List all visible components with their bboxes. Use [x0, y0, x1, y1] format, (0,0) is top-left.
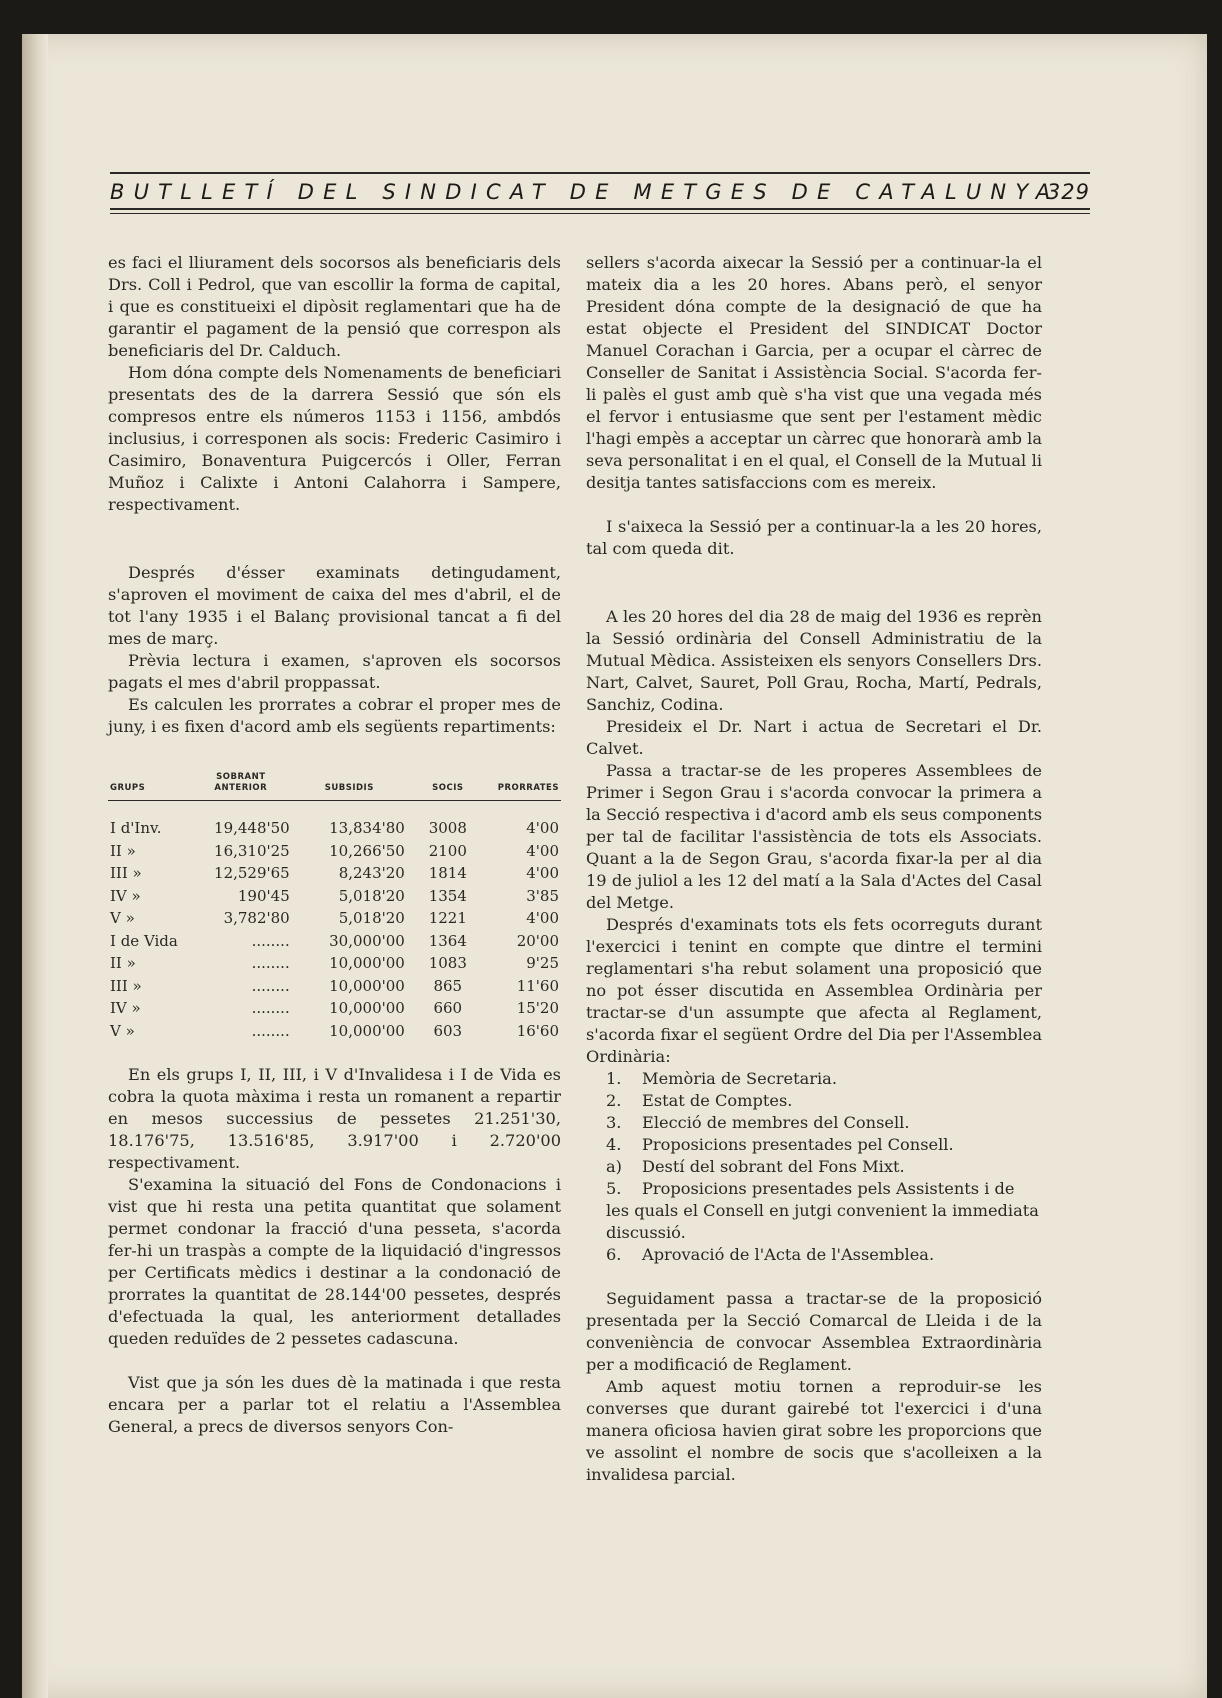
table-cell: 11'60 [516, 976, 559, 995]
paragraph: Prèvia lectura i examen, s'aproven els socorsos pagats el mes d'abril proppassat. [108, 651, 561, 692]
left-column [108, 252, 561, 1438]
list-item [586, 1156, 1042, 1178]
table-row [108, 885, 561, 908]
table-cell: 3008 [428, 819, 467, 837]
binding-fold [22, 34, 48, 1698]
table-cell: 4'00 [526, 909, 559, 927]
table-cell: ........ [251, 954, 290, 972]
column-header: SUBSIDIS [292, 770, 407, 801]
table-cell: 660 [433, 999, 463, 1017]
table-cell: 20'00 [516, 931, 559, 950]
table-cell: 865 [433, 976, 463, 995]
paragraph: A les 20 hores del dia 28 de maig del 1936 es reprèn la Sessió ordinària del Consell Administratiu de la Mutual Mèdica. Assisteixen els senyors Consellers Drs. Nart, Calvet, Sauret, Poll Grau, Rocha, Martí, Pedrals, Sanchiz, Codina. [586, 607, 1042, 714]
table-cell: 2100 [428, 841, 467, 860]
table-cell: III » [110, 976, 142, 995]
table-cell: ........ [251, 1021, 290, 1040]
journal-title-text: BUTLLETÍ DEL SINDICAT DE METGES DE CATALUNYA [110, 180, 1060, 204]
list-item-marker: 6. [606, 1245, 622, 1264]
list-item-marker: 2. [606, 1091, 622, 1110]
paragraph: es faci el lliurament dels socorsos als beneficiaris dels Drs. Coll i Pedrol, que van escollir la forma de capital, i que es constitueixi el dipòsit reglamentari que ha de garantir el pagament de la pensió que correspon als beneficiaris del Dr. Calduch. [108, 253, 561, 360]
table-cell: 1221 [428, 909, 467, 927]
table-cell: I de Vida [110, 931, 178, 950]
table-cell: 8,243'20 [338, 864, 405, 882]
prorrates-table [108, 770, 561, 1042]
list-item-text: Destí del sobrant del Fons Mixt. [642, 1157, 905, 1176]
right-column [586, 252, 1042, 1486]
table-cell: 10,000'00 [329, 976, 405, 995]
document-page [22, 34, 1207, 1698]
table-row [108, 997, 561, 1020]
table-cell: 1364 [428, 931, 467, 950]
list-item-marker: a) [606, 1157, 622, 1176]
list-item [586, 1068, 1042, 1090]
table-cell: 1814 [428, 864, 467, 882]
journal-title [110, 180, 1090, 204]
list-item-text: Estat de Comptes. [642, 1091, 793, 1110]
table-cell: 10,000'00 [329, 954, 405, 972]
table-row [108, 1020, 561, 1043]
list-item-text: Memòria de Secretaria. [642, 1069, 837, 1088]
header-rule-top [110, 172, 1090, 174]
table-cell: 3'85 [526, 886, 559, 905]
table-cell: 1083 [428, 954, 467, 972]
table-cell: 19,448'50 [214, 819, 290, 837]
table-cell: 4'00 [526, 864, 559, 882]
page-number: 329 [1046, 180, 1090, 204]
list-item [586, 1112, 1042, 1134]
list-item-text: Proposicions presentades pel Consell. [642, 1135, 954, 1154]
header-rule-bottom [110, 208, 1090, 210]
paragraph: Després d'examinats tots els fets ocorreguts durant l'exercici i tenint en compte que dintre el termini reglamentari s'ha rebut solament una proposició que no pot ésser discutida en Assemblea Ordinària per tractar-se d'un assumpte que afecta al Reglament, s'acorda fixar el següent Ordre del Dia per l'Assemblea Ordinària: [586, 915, 1042, 1066]
table-cell: 5,018'20 [338, 886, 405, 905]
table-cell: 12,529'65 [214, 864, 290, 882]
list-item [586, 1244, 1042, 1266]
list-item [586, 1178, 1042, 1244]
table-row [108, 930, 561, 953]
table-row [108, 907, 561, 930]
table-cell: 10,000'00 [329, 1021, 405, 1040]
list-item-text: Elecció de membres del Consell. [642, 1113, 910, 1132]
table-cell: 13,834'80 [329, 819, 405, 837]
table-cell: 9'25 [526, 954, 559, 972]
list-item-marker: 5. [606, 1179, 622, 1198]
header-rule-bottom-thin [110, 213, 1090, 214]
list-item [586, 1134, 1042, 1156]
table-cell: 603 [433, 1021, 463, 1040]
table-cell: 16,310'25 [214, 841, 290, 860]
table-cell: V » [110, 1021, 135, 1040]
table-cell: 16'60 [516, 1021, 559, 1040]
paragraph: Seguidament passa a tractar-se de la proposició presentada per la Secció Comarcal de Lleida i de la conveniència de convocar Assemblea Extraordinària per a modificació de Reglament. [586, 1289, 1042, 1374]
table-row [108, 801, 561, 840]
list-item-marker: 4. [606, 1135, 622, 1154]
table-cell: 4'00 [526, 819, 559, 837]
table-cell: 15'20 [516, 999, 559, 1017]
table-cell: IV » [110, 886, 141, 905]
table-cell: 10,266'50 [329, 841, 405, 860]
table-cell: 1354 [428, 886, 467, 905]
table-row [108, 840, 561, 863]
column-header: PRORRATES [489, 770, 561, 801]
table-cell: II » [110, 841, 136, 860]
running-header [90, 142, 1090, 232]
table-cell: 190'45 [237, 886, 290, 905]
paragraph: Amb aquest motiu tornen a reproduir-se les converses que durant gairebé tot l'exercici i d'una manera oficiosa havien girat sobre les proporcions que ve assolint el nombre de socis que s'acolleixen a la invalidesa parcial. [586, 1377, 1042, 1484]
column-header: SOBRANT ANTERIOR [190, 770, 292, 801]
table-cell: 10,000'00 [329, 999, 405, 1017]
table-cell: I d'Inv. [110, 819, 162, 837]
table-cell: 3,782'80 [223, 909, 290, 927]
list-item [586, 1090, 1042, 1112]
paragraph: Després d'ésser examinats detingudament, s'aproven el moviment de caixa del mes d'abril, el de tot l'any 1935 i el Balanç provisional tancat a fi del mes de març. [108, 563, 561, 648]
table-cell: ........ [251, 999, 290, 1017]
table-cell: ........ [251, 931, 290, 950]
paragraph: Vist que ja són les dues dè la matinada i que resta encara per a parlar tot el relatiu a l'Assemblea General, a precs de diversos senyors Con- [108, 1373, 561, 1436]
table-cell: IV » [110, 999, 141, 1017]
order-of-the-day-list [586, 1068, 1042, 1266]
table-header-row [108, 770, 561, 801]
column-header: GRUPS [108, 770, 190, 801]
paragraph: Hom dóna compte dels Nomenaments de beneficiari presentats des de la darrera Sessió que són els compresos entre els números 1153 i 1156, ambdós inclusius, i corresponen als socis: Frederic Casimiro i Casimiro, Bonaventura Puigcercós i Oller, Ferran Muñoz i Calixte i Antoni Calahorra i Sampere, respectivament. [108, 363, 561, 514]
paragraph: En els grups I, II, III, i V d'Invalidesa i I de Vida es cobra la quota màxima i resta un romanent a repartir en mesos successius de pessetes 21.251'30, 18.176'75, 13.516'85, 3.917'00 i 2.720'00 respectivament. [108, 1065, 561, 1172]
paragraph: S'examina la situació del Fons de Condonacions i vist que hi resta una petita quantitat que solament permet condonar la fracció d'una pesseta, s'acorda fer-hi un traspàs a compte de la liquidació d'ingressos per Certificats mèdics i destinar a la condonació de prorrates la quantitat de 28.144'00 pessetes, després d'efectuada la qual, les anteriorment detallades queden reduïdes de 2 pessetes cadascuna. [108, 1175, 561, 1348]
paragraph: Es calculen les prorrates a cobrar el proper mes de juny, i es fixen d'acord amb els següents repartiments: [108, 695, 561, 736]
table-row [108, 952, 561, 975]
table-row [108, 975, 561, 998]
table-row [108, 862, 561, 885]
paragraph: sellers s'acorda aixecar la Sessió per a continuar-la el mateix dia a les 20 hores. Abans però, el senyor President dóna compte de la designació de que ha estat objecte el President del SINDICAT Doctor Manuel Corachan i Garcia, per a ocupar el càrrec de Conseller de Sanitat i Assistència Social. S'acorda fer-li palès el gust amb què s'ha vist que una vegada més el fervor i entusiasme que sent per l'estament mèdic l'hagi empès a acceptar un càrrec que honorarà amb la seva personalitat i en el qual, el Consell de la Mutual li desitja tantes satisfaccions com es mereix. [586, 253, 1042, 492]
table-cell: II » [110, 954, 136, 972]
table-cell: 30,000'00 [329, 931, 405, 950]
list-item-marker: 1. [606, 1069, 622, 1088]
list-item-marker: 3. [606, 1113, 622, 1132]
paragraph: Presideix el Dr. Nart i actua de Secretari el Dr. Calvet. [586, 717, 1042, 758]
list-item-text: Aprovació de l'Acta de l'Assemblea. [642, 1245, 935, 1264]
table-cell: V » [110, 909, 135, 927]
table-cell: 4'00 [526, 841, 559, 860]
column-header: SOCIS [407, 770, 489, 801]
paragraph: Passa a tractar-se de les properes Assemblees de Primer i Segon Grau i s'acorda convocar la primera a la Secció respectiva i d'acord amb els seus components per tal de facilitar l'assistència de tots els Associats. Quant a la de Segon Grau, s'acorda fixar-la per al dia 19 de juliol a les 12 del matí a la Sala d'Actes del Casal del Metge. [586, 761, 1042, 912]
table-cell: ........ [251, 976, 290, 995]
paragraph: I s'aixeca la Sessió per a continuar-la a les 20 hores, tal com queda dit. [586, 517, 1042, 558]
table-cell: 5,018'20 [338, 909, 405, 927]
list-item-text: Proposicions presentades pels Assistents i de les quals el Consell en jutgi convenient la immediata discussió. [606, 1179, 1039, 1242]
table-cell: III » [110, 864, 142, 882]
